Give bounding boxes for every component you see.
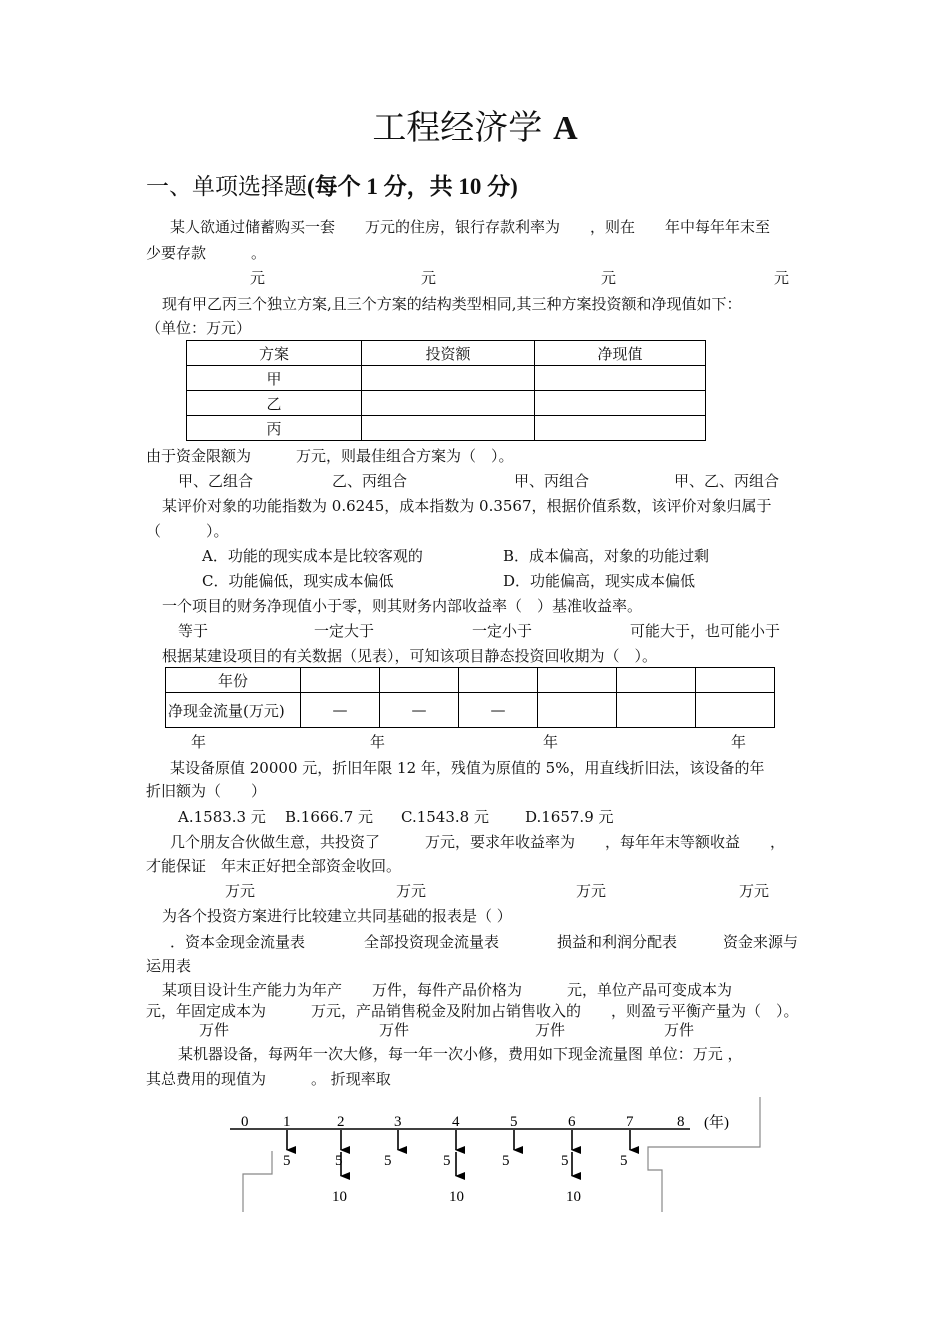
q5-option-b: 年 [370, 733, 386, 751]
q9-option-a: 万件 [199, 1021, 230, 1039]
table-row [166, 693, 775, 728]
section-prefix: 一、单项选择题 [146, 174, 307, 200]
cashflow-value-label: 5 [502, 1153, 510, 1169]
q8-option-b: 全部投资现金流量表 [364, 933, 500, 951]
q1-option-d: 元 [774, 269, 790, 287]
frame-left [243, 1151, 272, 1212]
q9-option-d: 万件 [664, 1021, 695, 1039]
table-header: 投资额 [362, 341, 535, 366]
table-cell: — [459, 693, 538, 728]
q1-line2: 少要存款 。 [146, 244, 267, 262]
q3-option-b: B．成本偏高，对象的功能过剩 [503, 547, 710, 565]
q8-option-c: 损益和利润分配表 [557, 933, 678, 951]
cashflow-value-label: 10 [449, 1189, 464, 1205]
q4-line1: 一个项目的财务净现值小于零，则其财务内部收益率（ ）基准收益率。 [162, 597, 643, 615]
q5-option-a: 年 [191, 733, 207, 751]
table-cell [362, 391, 535, 416]
cashflow-value-label: 5 [561, 1153, 569, 1169]
q1-option-a: 元 [250, 269, 266, 287]
q8-option-a: ．资本金现金流量表 [170, 933, 306, 951]
cashflow-value-label: 10 [332, 1189, 347, 1205]
table-cell [535, 366, 706, 391]
cashflow-value-label: 10 [566, 1189, 581, 1205]
table-cell [535, 416, 706, 441]
table-cell [362, 416, 535, 441]
axis-tick-label: 7 [626, 1114, 634, 1130]
q6-line1: 某设备原值 20000 元，折旧年限 12 年，残值为原值的 5%，用直线折旧法，该设备的年 [170, 759, 765, 777]
q2-option-b: 乙、丙组合 [332, 472, 408, 490]
q9-option-c: 万件 [535, 1021, 566, 1039]
q7-line2: 才能保证 年末正好把全部资金收回。 [146, 857, 402, 875]
table-cell [459, 668, 538, 693]
q5-table [165, 667, 775, 728]
page-title [0, 100, 950, 149]
q4-option-d: 可能大于，也可能小于 [630, 622, 781, 640]
table-cell [301, 668, 380, 693]
q7-line1: 几个朋友合伙做生意，共投资了 万元，要求年收益率为 ，每年年末等额收益 ， [170, 833, 786, 851]
table-row [187, 341, 706, 366]
axis-tick-label: 6 [568, 1114, 576, 1130]
table-header: 年份 [166, 668, 301, 693]
table-cell [380, 668, 459, 693]
q1-option-b: 元 [421, 269, 437, 287]
q5-option-d: 年 [731, 733, 747, 751]
table-header: 净现金流量(万元) [166, 693, 301, 728]
q3-line1: 某评价对象的功能指数为 0.6245，成本指数为 0.3567，根据价值系数，该评价对象归属于 [162, 497, 772, 515]
q7-option-b: 万元 [396, 882, 427, 900]
q2-line3: 由于资金限额为 万元，则最佳组合方案为（ ）。 [146, 447, 514, 465]
table-cell [617, 693, 696, 728]
axis-tick-label: 0 [241, 1114, 249, 1130]
table-header: 净现值 [535, 341, 706, 366]
table-cell: 乙 [187, 391, 362, 416]
q10-line1: 某机器设备，每两年一次大修，每一年一次小修，费用如下现金流量图 单位：万元 ， [178, 1045, 743, 1063]
q3-option-d: D．功能偏高，现实成本偏低 [503, 572, 696, 590]
q3-option-a: A．功能的现实成本是比较客观的 [202, 547, 423, 565]
q2-line1: 现有甲乙丙三个独立方案,且三个方案的结构类型相同,其三种方案投资额和净现值如下： [162, 295, 742, 313]
table-cell [362, 366, 535, 391]
axis-tick-label: 5 [510, 1114, 518, 1130]
table-row [166, 668, 775, 693]
axis-tick-label: 3 [394, 1114, 402, 1130]
q3-line2: （ ）。 [146, 522, 229, 540]
table-header: 方案 [187, 341, 362, 366]
table-cell [617, 668, 696, 693]
q10-line2: 其总费用的现值为 。 折现率取 [146, 1070, 391, 1088]
table-cell [696, 668, 775, 693]
table-row [187, 416, 706, 441]
table-cell [538, 693, 617, 728]
q9-line1: 某项目设计生产能力为年产 万件，每件产品价格为 元，单位产品可变成本为 [162, 981, 733, 999]
q6-option-b: B.1666.7 元 [285, 808, 374, 826]
axis-tick-label: 2 [337, 1114, 345, 1130]
q5-line1: 根据某建设项目的有关数据（见表），可知该项目静态投资回收期为（ ）。 [162, 647, 658, 665]
cashflow-value-label: 5 [283, 1153, 291, 1169]
section-heading [146, 168, 518, 201]
q2-option-a: 甲、乙组合 [178, 472, 254, 490]
q8-line1: 为各个投资方案进行比较建立共同基础的报表是（ ） [162, 907, 512, 925]
q3-option-c: C．功能偏低，现实成本偏低 [202, 572, 394, 590]
q5-option-c: 年 [543, 733, 559, 751]
q1-line1: 某人欲通过储蓄购买一套 万元的住房，银行存款利率为 ，则在 年中每年年末至 [170, 218, 771, 236]
table-cell [535, 391, 706, 416]
q9-line2: 元，年固定成本为 万元，产品销售税金及附加占销售收入的 ，则盈亏平衡产量为（ ）。 [146, 1002, 799, 1020]
axis-tick-label: 4 [452, 1114, 460, 1130]
q9-option-b: 万件 [379, 1021, 410, 1039]
q7-option-a: 万元 [225, 882, 256, 900]
cashflow-value-label: 5 [443, 1153, 451, 1169]
section-points: (每个 1 分，共 10 分) [307, 174, 518, 199]
q8-option-d: 资金来源与 [723, 933, 799, 951]
title-text: 工程经济学 [372, 108, 543, 148]
q4-option-c: 一定小于 [472, 622, 533, 640]
table-cell: — [380, 693, 459, 728]
table-cell: — [301, 693, 380, 728]
q4-option-b: 一定大于 [314, 622, 375, 640]
table-cell: 甲 [187, 366, 362, 391]
q6-option-c: C.1543.8 元 [401, 808, 489, 826]
q6-line2: 折旧额为（ ） [146, 782, 267, 800]
q2-table [186, 340, 706, 441]
q7-option-d: 万元 [739, 882, 770, 900]
q6-option-d: D.1657.9 元 [525, 808, 614, 826]
table-cell: 丙 [187, 416, 362, 441]
q1-option-c: 元 [601, 269, 617, 287]
cashflow-value-label: 5 [620, 1153, 628, 1169]
table-row [187, 391, 706, 416]
title-letter: A [553, 110, 578, 147]
q2-option-d: 甲、乙、丙组合 [674, 472, 780, 490]
table-cell [696, 693, 775, 728]
axis-tick-label: 8 [677, 1114, 685, 1130]
axis-unit-label: (年) [704, 1115, 729, 1131]
cashflow-value-label: 5 [335, 1153, 343, 1169]
q2-line2: （单位：万元） [146, 319, 252, 337]
axis-tick-label: 1 [283, 1114, 291, 1130]
cashflow-value-label: 5 [384, 1153, 392, 1169]
cashflow-diagram [0, 1090, 950, 1220]
q7-option-c: 万元 [576, 882, 607, 900]
q4-option-a: 等于 [178, 622, 209, 640]
q6-option-a: A.1583.3 元 [178, 808, 266, 826]
q8-line2: 运用表 [146, 957, 192, 975]
table-row [187, 366, 706, 391]
q2-option-c: 甲、丙组合 [514, 472, 590, 490]
table-cell [538, 668, 617, 693]
